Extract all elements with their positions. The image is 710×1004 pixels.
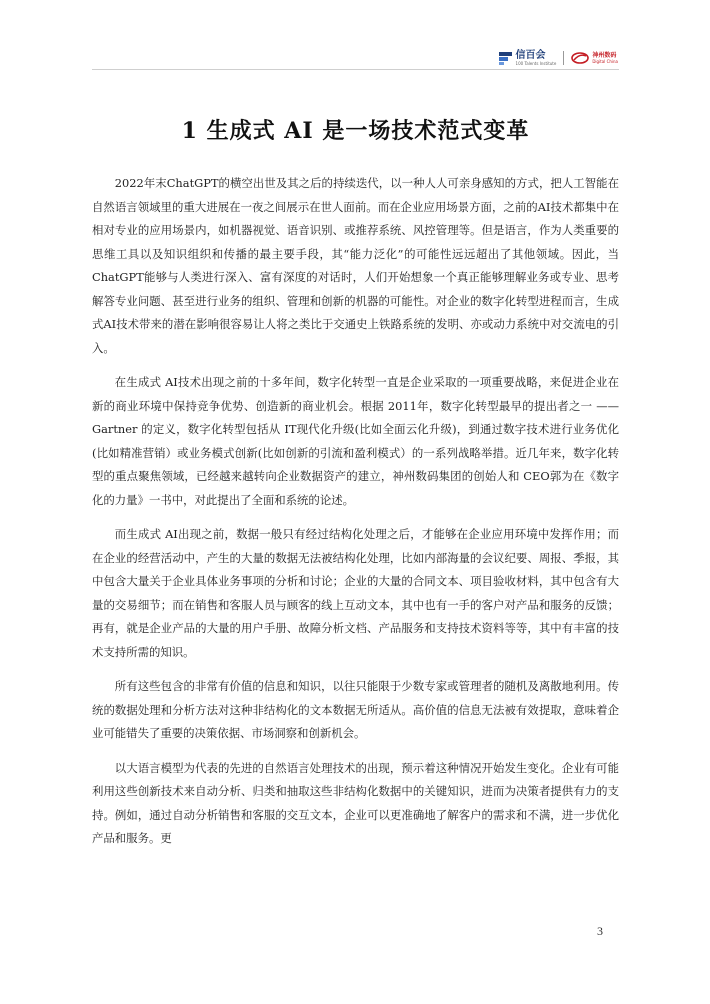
digital-china-logo-icon <box>571 52 589 64</box>
paragraph: 所有这些包含的非常有价值的信息和知识，以往只能限于少数专家或管理者的随机及离散地利用。传统的数据处理和分析方法对这种非结构化的文本数据无所适从。高价值的信息无法被有效提取，意味着企业可能错失了重要的决策依据、市场洞察和创新机会。 <box>92 679 619 740</box>
header-rule <box>92 69 619 70</box>
paragraph: 在生成式 AI技术出现之前的十多年间，数字化转型一直是企业采取的一项重要战略，来促进企业在新的商业环境中保持竞争优势、创造新的商业机会。根据 2011年，数字化转型最早的提出者之一 —— Gartner 的定义，数字化转型包括从 IT现代化升级(比如全面云化升级)，到通过数字技术进行业务优化(比如精准营销）或业务模式创新(比如创新的引流和盈利模式）的一系列战略举措。近几年来，数字化转型的重点聚焦领域，已经越来越转向企业数据资产的建立，神州数码集团的创始人和 CEO郭为在《数字化的力量》一书中，对此提出了全面和系统的论述。 <box>92 375 619 507</box>
baihui-logo-icon <box>499 52 512 65</box>
paragraph: 2022年末ChatGPT的横空出世及其之后的持续迭代，以一种人人可亲身感知的方式，把人工智能在自然语言领域里的重大进展在一夜之间展示在世人面前。而在企业应用场景方面，之前的AI技术都集中在相对专业的应用场景内，如机器视觉、语音识别、或推荐系统、风控管理等。但是语言，作为人类重要的思维工具以及知识组织和传播的最主要手段，其“能力泛化”的可能性远远超出了其他领域。因此，当ChatGPT能够与人类进行深入、富有深度的对话时，人们开始想象一个真正能够理解业务或专业、思考解答专业问题、甚至进行业务的组织、管理和创新的机器的可能性。对企业的数字化转型进程而言，生成式AI技术带来的潜在影响很容易让人将之类比于交通史上铁路系统的发明、亦或动力系统中对交流电的引入。 <box>92 176 619 355</box>
paragraph: 而生成式 AI出现之前，数据一般只有经过结构化处理之后，才能够在企业应用环境中发挥作用；而在企业的经营活动中，产生的大量的数据无法被结构化处理，比如内部海量的会议纪要、周报、季报，其中包含大量关于企业具体业务事项的分析和讨论；企业的大量的合同文本、项目验收材料，其中包含有大量的交易细节；而在销售和客服人员与顾客的线上互动文本，其中也有一手的客户对产品和服务的反馈；再有，就是企业产品的大量的用户手册、故障分析文档、产品服务和支持技术资料等等，其中有丰富的技术支持所需的知识。 <box>92 527 619 659</box>
page-number: 3 <box>597 924 603 938</box>
page-header <box>499 48 618 68</box>
digital-china-logo-name: 神州数码 <box>592 51 617 59</box>
body-content <box>92 172 619 862</box>
paragraph: 以大语言模型为代表的先进的自然语言处理技术的出现，预示着这种情况开始发生变化。企业有可能利用这些创新技术来自动分析、归类和抽取这些非结构化数据中的关键知识，进而为决策者提供有力的支持。例如，通过自动分析销售和客服的交互文本，企业可以更准确地了解客户的需求和不满，进一步优化产品和服务。更 <box>92 760 619 845</box>
baihui-logo-subtitle: 100 Talents Institute <box>515 60 557 66</box>
digital-china-logo-subtitle: Digital China <box>592 58 618 64</box>
header-divider <box>563 51 564 65</box>
baihui-logo-name: 信百会 <box>515 49 546 61</box>
digital-china-logo <box>571 52 618 64</box>
chapter-title: 1 生成式 AI 是一场技术范式变革 <box>181 118 530 144</box>
baihui-logo <box>499 51 557 66</box>
